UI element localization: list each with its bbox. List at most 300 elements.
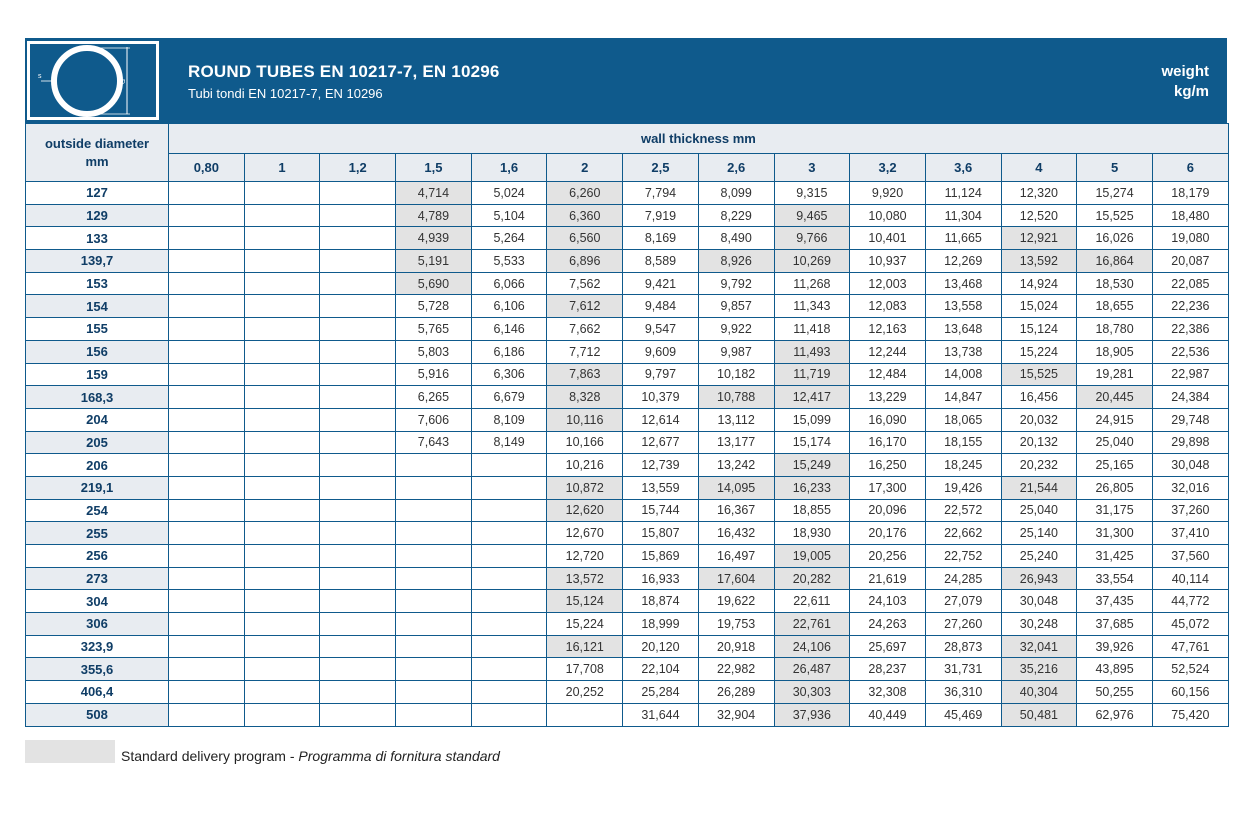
weight-cell: 33,554	[1077, 567, 1153, 590]
weight-cell: 21,544	[1001, 476, 1077, 499]
weight-cell	[320, 476, 396, 499]
weight-cell: 14,847	[925, 386, 1001, 409]
weight-cell	[396, 703, 472, 726]
weight-cell: 12,484	[850, 363, 926, 386]
weight-cell	[169, 182, 245, 205]
weight-cell: 18,655	[1077, 295, 1153, 318]
weight-cell: 15,224	[547, 613, 623, 636]
weight-cell: 22,752	[925, 545, 1001, 568]
weight-cell	[169, 272, 245, 295]
outside-diameter-cell: 154	[26, 295, 169, 318]
weight-cell: 22,386	[1152, 318, 1228, 341]
outside-diameter-cell: 254	[26, 499, 169, 522]
weight-cell: 75,420	[1152, 703, 1228, 726]
thickness-header-cell: 1,2	[320, 154, 396, 182]
weight-cell	[169, 499, 245, 522]
weight-cell	[244, 386, 320, 409]
weight-cell: 6,265	[396, 386, 472, 409]
weight-cell: 22,662	[925, 522, 1001, 545]
weight-cell: 31,731	[925, 658, 1001, 681]
weight-cell: 9,920	[850, 182, 926, 205]
weight-cell: 11,665	[925, 227, 1001, 250]
weight-cell: 16,367	[698, 499, 774, 522]
weight-cell: 10,216	[547, 454, 623, 477]
weight-cell: 25,284	[623, 681, 699, 704]
weight-cell: 15,525	[1077, 204, 1153, 227]
page-subtitle: Tubi tondi EN 10217-7, EN 10296	[188, 86, 383, 101]
outside-diameter-label: outside diameter	[44, 135, 150, 151]
weight-cell	[320, 658, 396, 681]
weight-cell: 6,066	[471, 272, 547, 295]
weight-cell: 20,918	[698, 635, 774, 658]
outside-diameter-cell: 306	[26, 613, 169, 636]
weight-cell: 18,179	[1152, 182, 1228, 205]
weight-cell: 24,103	[850, 590, 926, 613]
weight-cell	[471, 635, 547, 658]
weight-cell	[471, 522, 547, 545]
weight-cell: 30,303	[774, 681, 850, 704]
weight-cell	[169, 567, 245, 590]
weight-cell	[244, 454, 320, 477]
weight-cell	[244, 431, 320, 454]
weight-cell: 15,525	[1001, 363, 1077, 386]
weight-cell: 45,072	[1152, 613, 1228, 636]
weight-cell	[169, 454, 245, 477]
weight-cell	[244, 658, 320, 681]
weight-cell: 6,146	[471, 318, 547, 341]
outside-diameter-cell: 153	[26, 272, 169, 295]
weight-cell: 5,264	[471, 227, 547, 250]
weight-cell: 7,612	[547, 295, 623, 318]
weight-cell: 5,916	[396, 363, 472, 386]
weight-cell: 16,432	[698, 522, 774, 545]
weight-cell	[320, 590, 396, 613]
weight-cell: 8,328	[547, 386, 623, 409]
weight-cell: 37,560	[1152, 545, 1228, 568]
weight-cell	[244, 613, 320, 636]
weight-cell: 10,166	[547, 431, 623, 454]
outside-diameter-cell: 256	[26, 545, 169, 568]
weight-cell: 12,163	[850, 318, 926, 341]
weight-cell	[244, 295, 320, 318]
weight-cell: 22,611	[774, 590, 850, 613]
weight-cell: 37,260	[1152, 499, 1228, 522]
weight-cell	[320, 272, 396, 295]
table-row	[26, 567, 1229, 590]
outside-diameter-cell: 323,9	[26, 635, 169, 658]
weight-cell: 20,445	[1077, 386, 1153, 409]
weight-cell: 17,300	[850, 476, 926, 499]
outside-diameter-cell: 355,6	[26, 658, 169, 681]
outside-diameter-cell: 156	[26, 340, 169, 363]
weight-cell: 8,926	[698, 250, 774, 273]
weight-cell: 14,008	[925, 363, 1001, 386]
weight-cell: 15,869	[623, 545, 699, 568]
weight-cell: 10,269	[774, 250, 850, 273]
weight-cell	[244, 363, 320, 386]
weight-cell	[244, 590, 320, 613]
weight-cell: 5,104	[471, 204, 547, 227]
weight-cell	[471, 545, 547, 568]
weight-cell: 13,572	[547, 567, 623, 590]
weight-cell: 35,216	[1001, 658, 1077, 681]
weight-cell: 18,530	[1077, 272, 1153, 295]
weight-cell	[471, 681, 547, 704]
weight-cell: 20,232	[1001, 454, 1077, 477]
thickness-header-cell: 1,5	[396, 154, 472, 182]
outside-diameter-cell: 219,1	[26, 476, 169, 499]
weight-cell: 32,308	[850, 681, 926, 704]
weight-cell: 19,622	[698, 590, 774, 613]
weight-cell: 11,719	[774, 363, 850, 386]
weight-cell	[320, 545, 396, 568]
wall-thickness-header: wall thickness mm	[169, 124, 1229, 154]
weight-cell: 40,114	[1152, 567, 1228, 590]
weight-cell: 37,685	[1077, 613, 1153, 636]
outside-diameter-cell: 127	[26, 182, 169, 205]
weight-cell	[396, 567, 472, 590]
weight-cell: 19,281	[1077, 363, 1153, 386]
weight-cell	[396, 590, 472, 613]
weight-cell: 37,435	[1077, 590, 1153, 613]
weight-cell	[320, 499, 396, 522]
weight-cell	[169, 658, 245, 681]
weight-cell	[244, 318, 320, 341]
weight-cell: 6,260	[547, 182, 623, 205]
weight-cell: 5,191	[396, 250, 472, 273]
weight-cell: 12,720	[547, 545, 623, 568]
legend-text: Standard delivery program -	[121, 748, 299, 764]
weight-cell	[320, 227, 396, 250]
table-row	[26, 454, 1229, 477]
table-row	[26, 499, 1229, 522]
weight-cell: 18,065	[925, 408, 1001, 431]
weight-cell: 16,864	[1077, 250, 1153, 273]
weight-cell: 5,690	[396, 272, 472, 295]
outside-diameter-cell: 206	[26, 454, 169, 477]
weight-cell: 12,083	[850, 295, 926, 318]
weight-cell: 24,263	[850, 613, 926, 636]
weight-cell: 7,562	[547, 272, 623, 295]
weight-cell: 8,169	[623, 227, 699, 250]
outside-diameter-cell: 129	[26, 204, 169, 227]
weight-cell: 24,106	[774, 635, 850, 658]
weight-cell	[396, 545, 472, 568]
weight-cell: 7,863	[547, 363, 623, 386]
weight-cell: 6,306	[471, 363, 547, 386]
weight-cell: 13,242	[698, 454, 774, 477]
weight-cell: 15,224	[1001, 340, 1077, 363]
weight-cell: 12,677	[623, 431, 699, 454]
weight-cell	[169, 545, 245, 568]
weight-cell: 12,003	[850, 272, 926, 295]
weight-cell: 11,304	[925, 204, 1001, 227]
weight-cell: 60,156	[1152, 681, 1228, 704]
weight-cell: 30,048	[1001, 590, 1077, 613]
weight-cell: 9,857	[698, 295, 774, 318]
weight-cell: 20,120	[623, 635, 699, 658]
outside-diameter-unit: mm	[85, 153, 109, 169]
weight-cell	[396, 681, 472, 704]
table-row	[26, 408, 1229, 431]
weight-cell: 47,761	[1152, 635, 1228, 658]
weight-cell: 6,186	[471, 340, 547, 363]
weight-cell: 18,155	[925, 431, 1001, 454]
weight-cell: 12,520	[1001, 204, 1077, 227]
weight-cell: 7,643	[396, 431, 472, 454]
weight-cell: 25,697	[850, 635, 926, 658]
weight-cell: 20,132	[1001, 431, 1077, 454]
thickness-header-cell: 3	[774, 154, 850, 182]
weight-cell: 62,976	[1077, 703, 1153, 726]
weight-cell: 7,606	[396, 408, 472, 431]
weight-cell	[244, 250, 320, 273]
weight-cell: 21,619	[850, 567, 926, 590]
weight-cell: 13,558	[925, 295, 1001, 318]
table-row	[26, 613, 1229, 636]
weight-cell	[396, 522, 472, 545]
weight-cell: 20,252	[547, 681, 623, 704]
weight-cell: 22,104	[623, 658, 699, 681]
weight-cell: 15,099	[774, 408, 850, 431]
weight-cell: 4,789	[396, 204, 472, 227]
weight-cell: 11,418	[774, 318, 850, 341]
weight-cell	[320, 454, 396, 477]
thickness-header-cell: 1,6	[471, 154, 547, 182]
weight-cell: 5,765	[396, 318, 472, 341]
weight-cell: 28,237	[850, 658, 926, 681]
weight-cell: 9,766	[774, 227, 850, 250]
thickness-header-cell: 1	[244, 154, 320, 182]
outside-diameter-cell: 168,3	[26, 386, 169, 409]
weight-cell	[244, 703, 320, 726]
weight-cell	[169, 590, 245, 613]
weight-cell: 43,895	[1077, 658, 1153, 681]
weight-cell	[169, 431, 245, 454]
weight-cell: 22,085	[1152, 272, 1228, 295]
weight-cell: 16,090	[850, 408, 926, 431]
weight-cell: 24,384	[1152, 386, 1228, 409]
weight-cell: 5,803	[396, 340, 472, 363]
table-row	[26, 318, 1229, 341]
weight-cell: 52,524	[1152, 658, 1228, 681]
weight-cell: 5,024	[471, 182, 547, 205]
weight-cell	[244, 681, 320, 704]
weight-cell: 37,410	[1152, 522, 1228, 545]
weight-cell: 29,898	[1152, 431, 1228, 454]
weight-cell: 30,248	[1001, 613, 1077, 636]
weight-cell: 16,250	[850, 454, 926, 477]
weight-cell: 16,170	[850, 431, 926, 454]
weight-cell	[169, 703, 245, 726]
weight-cell	[320, 431, 396, 454]
weight-cell	[169, 635, 245, 658]
weight-cell: 7,712	[547, 340, 623, 363]
weight-cell: 13,177	[698, 431, 774, 454]
weight-cell: 10,116	[547, 408, 623, 431]
weight-cell: 22,236	[1152, 295, 1228, 318]
weight-cell: 11,493	[774, 340, 850, 363]
weight-cell: 12,269	[925, 250, 1001, 273]
weight-cell: 10,182	[698, 363, 774, 386]
weight-cell: 19,753	[698, 613, 774, 636]
weight-label: weight	[1161, 63, 1209, 80]
weight-cell	[396, 658, 472, 681]
weight-cell	[471, 703, 547, 726]
weight-cell: 12,320	[1001, 182, 1077, 205]
weight-cell: 31,644	[623, 703, 699, 726]
weight-cell: 13,112	[698, 408, 774, 431]
table-row	[26, 227, 1229, 250]
weight-cell: 20,176	[850, 522, 926, 545]
weight-cell	[396, 635, 472, 658]
weight-cell: 12,921	[1001, 227, 1077, 250]
outside-diameter-cell: 508	[26, 703, 169, 726]
weight-cell	[244, 340, 320, 363]
weight-cell	[169, 295, 245, 318]
weight-cell: 8,109	[471, 408, 547, 431]
table-row	[26, 363, 1229, 386]
thickness-header-cell: 2,5	[623, 154, 699, 182]
weight-cell	[169, 522, 245, 545]
weight-cell: 16,121	[547, 635, 623, 658]
weight-cell: 20,096	[850, 499, 926, 522]
weight-cell: 20,282	[774, 567, 850, 590]
weight-cell: 30,048	[1152, 454, 1228, 477]
weight-cell: 10,872	[547, 476, 623, 499]
weight-cell: 9,792	[698, 272, 774, 295]
weight-cell: 6,560	[547, 227, 623, 250]
table-row	[26, 431, 1229, 454]
weight-cell: 22,987	[1152, 363, 1228, 386]
thickness-header-cell: 2,6	[698, 154, 774, 182]
weight-cell: 18,905	[1077, 340, 1153, 363]
weight-cell: 15,274	[1077, 182, 1153, 205]
weight-cell: 9,421	[623, 272, 699, 295]
weight-cell: 50,481	[1001, 703, 1077, 726]
thickness-header-cell: 3,6	[925, 154, 1001, 182]
table-row	[26, 658, 1229, 681]
weight-cell: 36,310	[925, 681, 1001, 704]
weight-cell: 9,797	[623, 363, 699, 386]
weight-cell	[320, 295, 396, 318]
weight-cell: 18,999	[623, 613, 699, 636]
weight-cell: 9,315	[774, 182, 850, 205]
weight-cell: 15,124	[1001, 318, 1077, 341]
weight-cell	[471, 476, 547, 499]
weight-cell: 4,939	[396, 227, 472, 250]
weight-cell: 5,533	[471, 250, 547, 273]
thickness-header-cell: 6	[1152, 154, 1228, 182]
weight-cell: 6,106	[471, 295, 547, 318]
weight-cell	[320, 204, 396, 227]
weight-cell: 12,417	[774, 386, 850, 409]
weight-cell: 28,873	[925, 635, 1001, 658]
weight-cell: 17,604	[698, 567, 774, 590]
weight-cell: 22,982	[698, 658, 774, 681]
weight-cell: 25,165	[1077, 454, 1153, 477]
table-row	[26, 681, 1229, 704]
weight-cell: 18,874	[623, 590, 699, 613]
weight-cell	[169, 204, 245, 227]
table-row	[26, 386, 1229, 409]
weight-cell: 40,449	[850, 703, 926, 726]
outside-diameter-header	[26, 124, 169, 182]
weight-cell	[169, 613, 245, 636]
weight-cell	[244, 227, 320, 250]
weight-cell: 15,744	[623, 499, 699, 522]
round-tube-diagram-icon	[27, 41, 159, 120]
weight-cell: 15,249	[774, 454, 850, 477]
weight-cell: 22,536	[1152, 340, 1228, 363]
weight-cell: 12,614	[623, 408, 699, 431]
table-row	[26, 522, 1229, 545]
weight-cell: 29,748	[1152, 408, 1228, 431]
weight-cell	[547, 703, 623, 726]
weight-cell	[396, 454, 472, 477]
weight-cell: 9,484	[623, 295, 699, 318]
weight-cell: 13,592	[1001, 250, 1077, 273]
weight-cell: 16,233	[774, 476, 850, 499]
weight-cell	[320, 318, 396, 341]
weight-cell: 26,487	[774, 658, 850, 681]
weight-cell: 13,559	[623, 476, 699, 499]
weight-cell	[320, 522, 396, 545]
weight-cell: 18,855	[774, 499, 850, 522]
weight-cell	[244, 476, 320, 499]
weight-cell: 10,401	[850, 227, 926, 250]
weight-cell	[471, 454, 547, 477]
weight-cell: 13,648	[925, 318, 1001, 341]
weight-cell: 9,922	[698, 318, 774, 341]
table-header-banner	[25, 38, 1227, 123]
weight-cell: 9,465	[774, 204, 850, 227]
weight-cell: 15,024	[1001, 295, 1077, 318]
table-row	[26, 182, 1229, 205]
weight-cell	[320, 567, 396, 590]
weight-cell: 13,468	[925, 272, 1001, 295]
weight-unit: kg/m	[1173, 83, 1209, 100]
weight-cell	[320, 340, 396, 363]
table-row	[26, 250, 1229, 273]
weight-cell: 6,896	[547, 250, 623, 273]
weight-cell	[320, 250, 396, 273]
table-row	[26, 340, 1229, 363]
table-row	[26, 590, 1229, 613]
svg-text:D: D	[118, 79, 125, 85]
weight-cell: 25,140	[1001, 522, 1077, 545]
weight-cell: 19,426	[925, 476, 1001, 499]
table-row	[26, 476, 1229, 499]
weight-cell: 9,609	[623, 340, 699, 363]
weight-cell: 22,572	[925, 499, 1001, 522]
weight-cell	[396, 499, 472, 522]
weight-cell	[244, 204, 320, 227]
outside-diameter-cell: 139,7	[26, 250, 169, 273]
weight-cell	[320, 703, 396, 726]
weight-cell	[169, 681, 245, 704]
weight-cell: 10,937	[850, 250, 926, 273]
weight-cell: 15,807	[623, 522, 699, 545]
weight-cell: 44,772	[1152, 590, 1228, 613]
weight-cell: 25,040	[1077, 431, 1153, 454]
weight-cell: 11,268	[774, 272, 850, 295]
standard-delivery-swatch	[25, 740, 115, 763]
weight-cell	[244, 522, 320, 545]
weight-cell: 20,087	[1152, 250, 1228, 273]
weight-cell: 26,289	[698, 681, 774, 704]
weight-cell	[320, 363, 396, 386]
